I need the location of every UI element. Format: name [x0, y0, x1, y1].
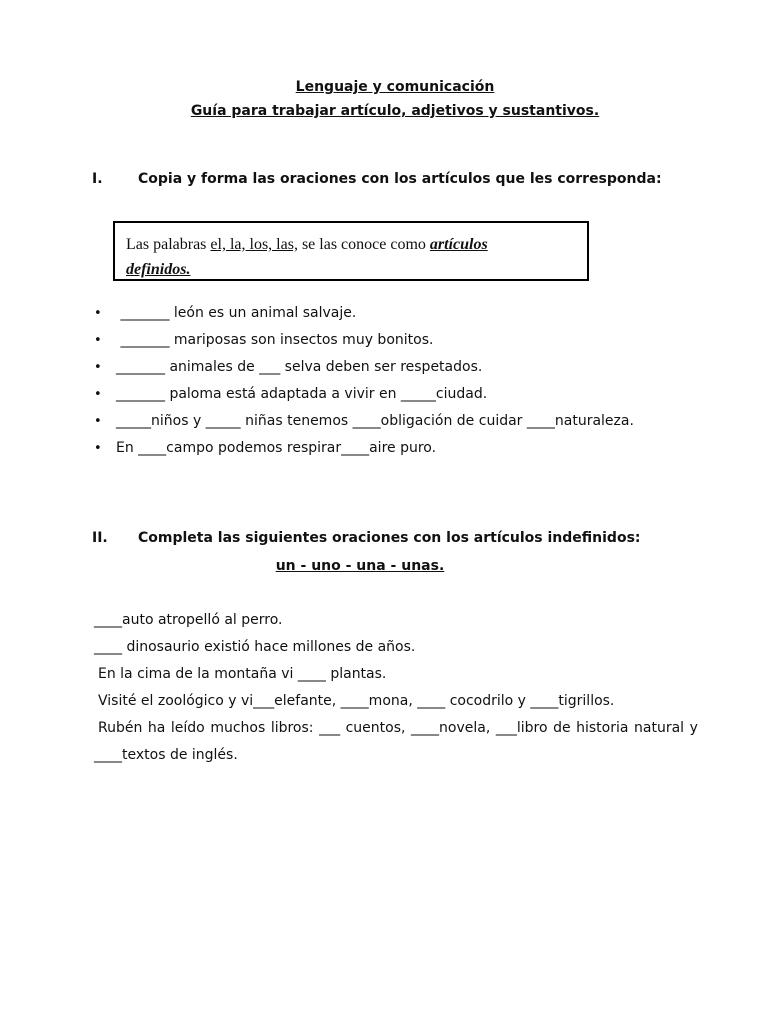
word: ___ [319, 720, 341, 736]
definition-box [113, 221, 589, 281]
word: libros: [270, 720, 314, 736]
list-item [94, 305, 356, 321]
indefinite-articles-options: un - uno - una - unas. [275, 558, 445, 574]
definition-text-2: se las conoce como [297, 236, 430, 253]
word: ha [147, 720, 166, 736]
exercise-line: ____auto atropelló al perro. [94, 612, 283, 628]
definition-text-1: Las palabras [126, 236, 211, 253]
exercise-line: En la cima de la montaña vi ____ plantas. [98, 666, 387, 682]
bullet-icon: • [94, 360, 102, 375]
section-1-instruction: Copia y forma las oraciones con los artículos que les corresponda: [138, 171, 662, 187]
section-2-instruction: Completa las siguientes oraciones con los artículos indefinidos: [138, 530, 641, 546]
list-item-text: _______ mariposas son insectos muy bonitos. [116, 332, 434, 348]
list-item-text: _______ león es un animal salvaje. [116, 305, 357, 321]
word: Rubén [98, 720, 143, 736]
list-item [94, 359, 482, 375]
list-item-text: _______ animales de ___ selva deben ser respetados. [116, 359, 483, 375]
word: de [553, 720, 571, 736]
word: natural [634, 720, 685, 736]
bullet-icon: • [94, 387, 102, 402]
word: cuentos, [345, 720, 406, 736]
section-2-number: II. [92, 530, 108, 546]
section-2-heading [92, 530, 641, 546]
section-1-heading [92, 171, 662, 187]
word: historia [576, 720, 629, 736]
section-1-number: I. [92, 171, 103, 187]
definition-term-2: definidos. [126, 261, 191, 278]
bullet-icon: • [94, 333, 102, 348]
exercise-line: ____textos de inglés. [94, 747, 238, 763]
list-item-text: _____niños y _____ niñas tenemos ____obligación de cuidar ____naturaleza. [116, 413, 634, 429]
list-item-text: _______ paloma está adaptada a vivir en _____ciudad. [116, 386, 488, 402]
word: ____novela, [411, 720, 491, 736]
bullet-icon: • [94, 414, 102, 429]
exercise-line: ____ dinosaurio existió hace millones de años. [94, 639, 416, 655]
word: muchos [210, 720, 266, 736]
page-subtitle: Guía para trabajar artículo, adjetivos y sustantivos. [190, 103, 600, 119]
exercise-line: Visité el zoológico y vi___elefante, ____mona, ____ cocodrilo y ____tigrillos. [98, 693, 615, 709]
list-item [94, 440, 436, 456]
word: leído [170, 720, 205, 736]
bullet-icon: • [94, 306, 102, 321]
word: ___libro [495, 720, 548, 736]
bullet-icon: • [94, 441, 102, 456]
list-item [94, 386, 487, 402]
word: y [689, 720, 698, 736]
list-item-text: En ____campo podemos respirar____aire puro. [116, 440, 437, 456]
definition-articles: el, la, los, las, [210, 236, 298, 253]
list-item [94, 413, 634, 429]
exercise-line-justified [98, 720, 698, 736]
page-title: Lenguaje y comunicación [295, 79, 495, 95]
list-item [94, 332, 433, 348]
definition-term-1: artículos [429, 236, 488, 253]
